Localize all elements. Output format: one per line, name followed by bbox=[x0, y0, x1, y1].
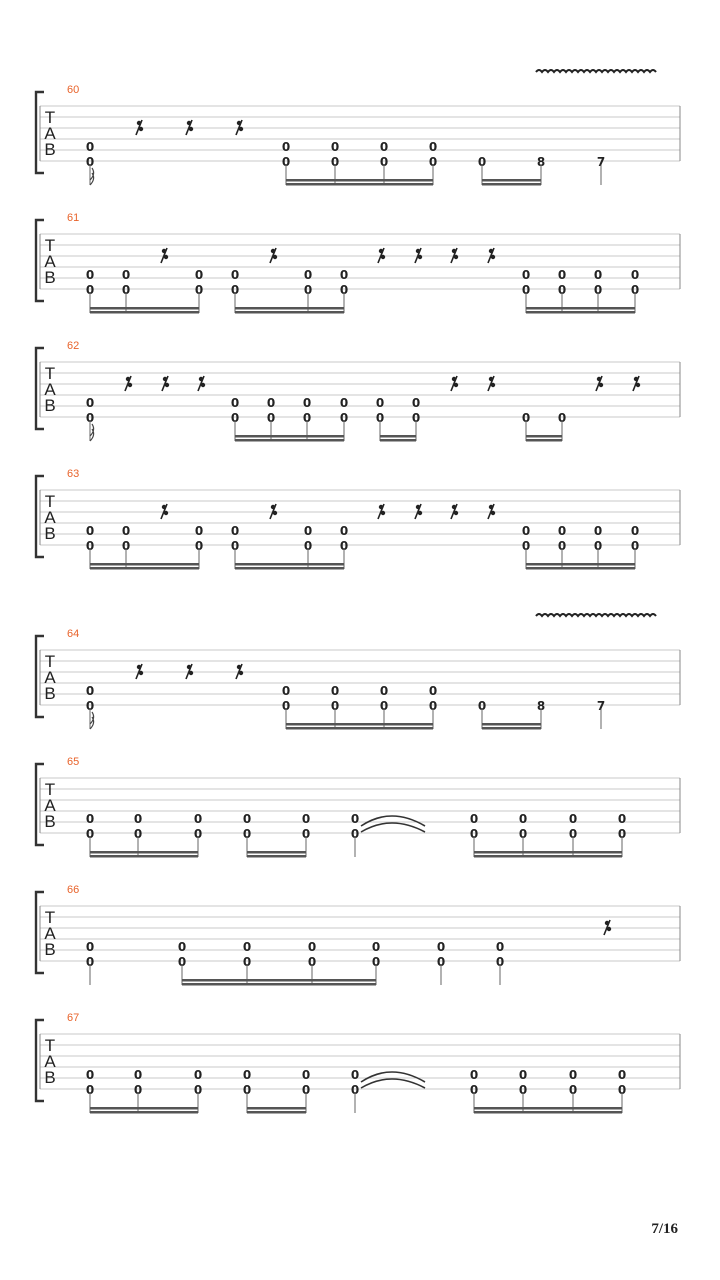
rest-dot bbox=[454, 511, 458, 515]
fret-number: 0 bbox=[242, 1068, 252, 1082]
vibrato-marking bbox=[536, 70, 656, 72]
note-beam bbox=[474, 1111, 622, 1114]
fret-number: 8 bbox=[536, 699, 546, 713]
note-beam bbox=[247, 851, 306, 854]
fret-number: 0 bbox=[242, 1083, 252, 1097]
rest-dot bbox=[271, 505, 275, 509]
fret-number: 0 bbox=[630, 283, 640, 297]
fret-number: 0 bbox=[518, 1083, 528, 1097]
fret-number: 0 bbox=[85, 539, 95, 553]
tie-arc bbox=[361, 823, 425, 832]
tab-system bbox=[36, 884, 680, 986]
note-beam bbox=[235, 435, 344, 438]
fret-number: 0 bbox=[230, 539, 240, 553]
tab-clef-letter: A bbox=[44, 1052, 56, 1071]
tab-clef-letter: B bbox=[44, 684, 56, 703]
fret-number: 0 bbox=[411, 396, 421, 410]
note-beam bbox=[482, 723, 541, 726]
fret-number: 0 bbox=[330, 140, 340, 154]
fret-number: 0 bbox=[568, 1068, 578, 1082]
rest-dot bbox=[599, 383, 603, 387]
fret-number: 0 bbox=[303, 283, 313, 297]
fret-number: 0 bbox=[469, 1083, 479, 1097]
rest-dot bbox=[416, 505, 420, 509]
fret-number: 0 bbox=[568, 812, 578, 826]
rest-dot bbox=[489, 505, 493, 509]
note-beam bbox=[526, 435, 562, 438]
fret-number: 0 bbox=[339, 539, 349, 553]
note-beam bbox=[474, 855, 622, 858]
fret-number: 0 bbox=[85, 827, 95, 841]
fret-number: 0 bbox=[85, 524, 95, 538]
tab-clef-letter: T bbox=[44, 236, 56, 255]
fret-number: 0 bbox=[568, 1083, 578, 1097]
rest-dot bbox=[199, 377, 203, 381]
measure-number: 62 bbox=[67, 340, 80, 352]
note-beam bbox=[90, 307, 199, 310]
fret-number: 0 bbox=[477, 155, 487, 169]
rest-dot bbox=[636, 383, 640, 387]
fret-number: 0 bbox=[350, 1083, 360, 1097]
rest-dot bbox=[379, 249, 383, 253]
fret-number: 0 bbox=[350, 1068, 360, 1082]
tab-system bbox=[36, 468, 680, 570]
tab-clef-letter: B bbox=[44, 1068, 56, 1087]
measure-number: 65 bbox=[67, 756, 80, 768]
fret-number: 0 bbox=[193, 1083, 203, 1097]
note-beam bbox=[482, 179, 541, 182]
tab-clef-letter: A bbox=[44, 796, 56, 815]
note-beam bbox=[90, 855, 198, 858]
fret-number: 0 bbox=[177, 955, 187, 969]
fret-number: 8 bbox=[536, 155, 546, 169]
rest-dot bbox=[491, 511, 495, 515]
note-beam bbox=[526, 567, 635, 570]
tab-clef-letter: B bbox=[44, 524, 56, 543]
fret-number: 0 bbox=[85, 1083, 95, 1097]
note-beam bbox=[90, 851, 198, 854]
fret-number: 0 bbox=[339, 396, 349, 410]
fret-number: 0 bbox=[303, 539, 313, 553]
fret-number: 0 bbox=[266, 396, 276, 410]
fret-number: 0 bbox=[469, 827, 479, 841]
tab-system bbox=[36, 1012, 680, 1114]
tab-clef-letter: B bbox=[44, 940, 56, 959]
rest-dot bbox=[605, 921, 609, 925]
rest-dot bbox=[237, 121, 241, 125]
fret-number: 0 bbox=[85, 140, 95, 154]
fret-number: 0 bbox=[371, 955, 381, 969]
tab-clef-letter: T bbox=[44, 652, 56, 671]
fret-number: 0 bbox=[630, 524, 640, 538]
tab-system bbox=[36, 614, 680, 730]
rest-dot bbox=[163, 377, 167, 381]
fret-number: 0 bbox=[630, 268, 640, 282]
fret-number: 0 bbox=[436, 940, 446, 954]
note-beam bbox=[526, 311, 635, 314]
note-beam bbox=[286, 723, 433, 726]
rest-dot bbox=[139, 127, 143, 131]
fret-number: 7 bbox=[596, 699, 606, 713]
tie-arc bbox=[361, 816, 425, 826]
rest-dot bbox=[491, 383, 495, 387]
rest-dot bbox=[162, 505, 166, 509]
fret-number: 0 bbox=[85, 940, 95, 954]
note-beam bbox=[286, 179, 433, 182]
rest-dot bbox=[162, 249, 166, 253]
note-beam bbox=[235, 307, 344, 310]
rest-dot bbox=[379, 505, 383, 509]
rest-dot bbox=[381, 255, 385, 259]
rest-dot bbox=[452, 505, 456, 509]
note-beam bbox=[235, 563, 344, 566]
fret-number: 0 bbox=[133, 1068, 143, 1082]
tab-clef-letter: T bbox=[44, 908, 56, 927]
tab-clef-letter: A bbox=[44, 924, 56, 943]
fret-number: 0 bbox=[194, 539, 204, 553]
fret-number: 0 bbox=[330, 155, 340, 169]
fret-number: 0 bbox=[330, 699, 340, 713]
measure-number: 67 bbox=[67, 1012, 80, 1024]
fret-number: 0 bbox=[411, 411, 421, 425]
fret-number: 0 bbox=[133, 1083, 143, 1097]
tab-clef-letter: B bbox=[44, 396, 56, 415]
tab-clef-letter: T bbox=[44, 492, 56, 511]
note-beam bbox=[482, 183, 541, 186]
fret-number: 0 bbox=[230, 524, 240, 538]
rest-dot bbox=[271, 249, 275, 253]
fret-number: 0 bbox=[350, 812, 360, 826]
tie-arc bbox=[361, 1072, 425, 1082]
tab-clef-letter: B bbox=[44, 268, 56, 287]
rest-dot bbox=[187, 121, 191, 125]
note-flag bbox=[90, 712, 94, 729]
rest-dot bbox=[139, 671, 143, 675]
fret-number: 0 bbox=[379, 140, 389, 154]
measure-number: 61 bbox=[67, 212, 80, 224]
fret-number: 0 bbox=[85, 955, 95, 969]
measure-number: 66 bbox=[67, 884, 80, 896]
fret-number: 0 bbox=[281, 684, 291, 698]
note-flag bbox=[90, 424, 94, 441]
rest-dot bbox=[239, 127, 243, 131]
tab-system bbox=[36, 756, 680, 858]
fret-number: 0 bbox=[302, 411, 312, 425]
note-beam bbox=[90, 563, 199, 566]
rest-dot bbox=[189, 671, 193, 675]
fret-number: 0 bbox=[518, 812, 528, 826]
fret-number: 0 bbox=[281, 155, 291, 169]
rest-dot bbox=[137, 121, 141, 125]
fret-number: 0 bbox=[521, 524, 531, 538]
rest-dot bbox=[164, 511, 168, 515]
measure-number: 64 bbox=[67, 628, 80, 640]
fret-number: 0 bbox=[242, 812, 252, 826]
measure-number: 63 bbox=[67, 468, 80, 480]
rest-dot bbox=[418, 511, 422, 515]
rest-dot bbox=[489, 377, 493, 381]
fret-number: 0 bbox=[302, 396, 312, 410]
tab-clef-letter: T bbox=[44, 108, 56, 127]
rest-dot bbox=[189, 127, 193, 131]
fret-number: 0 bbox=[194, 268, 204, 282]
fret-number: 0 bbox=[557, 411, 567, 425]
rest-dot bbox=[607, 927, 611, 931]
fret-number: 0 bbox=[121, 283, 131, 297]
fret-number: 0 bbox=[617, 1083, 627, 1097]
tab-clef-letter: A bbox=[44, 252, 56, 271]
note-beam bbox=[247, 1111, 306, 1114]
fret-number: 0 bbox=[330, 684, 340, 698]
fret-number: 0 bbox=[85, 1068, 95, 1082]
rest-dot bbox=[489, 249, 493, 253]
fret-number: 0 bbox=[301, 1068, 311, 1082]
rest-dot bbox=[418, 255, 422, 259]
fret-number: 0 bbox=[557, 283, 567, 297]
fret-number: 0 bbox=[230, 283, 240, 297]
fret-number: 0 bbox=[281, 699, 291, 713]
note-beam bbox=[482, 727, 541, 730]
rest-dot bbox=[416, 249, 420, 253]
fret-number: 0 bbox=[495, 955, 505, 969]
rest-dot bbox=[128, 383, 132, 387]
fret-number: 0 bbox=[630, 539, 640, 553]
fret-number: 0 bbox=[85, 283, 95, 297]
note-beam bbox=[182, 979, 376, 982]
fret-number: 0 bbox=[568, 827, 578, 841]
fret-number: 0 bbox=[469, 812, 479, 826]
note-flag bbox=[90, 168, 94, 185]
fret-number: 0 bbox=[121, 268, 131, 282]
note-beam bbox=[526, 563, 635, 566]
note-beam bbox=[474, 851, 622, 854]
rest-dot bbox=[187, 665, 191, 669]
note-beam bbox=[235, 439, 344, 442]
fret-number: 0 bbox=[518, 1068, 528, 1082]
rest-dot bbox=[454, 255, 458, 259]
fret-number: 0 bbox=[339, 524, 349, 538]
rest-dot bbox=[165, 383, 169, 387]
fret-number: 0 bbox=[121, 524, 131, 538]
tab-system bbox=[36, 340, 680, 442]
tab-clef-letter: T bbox=[44, 364, 56, 383]
fret-number: 0 bbox=[518, 827, 528, 841]
fret-number: 0 bbox=[521, 539, 531, 553]
tab-system bbox=[36, 212, 680, 314]
note-beam bbox=[90, 1111, 198, 1114]
tab-clef-letter: T bbox=[44, 1036, 56, 1055]
note-beam bbox=[286, 183, 433, 186]
note-beam bbox=[526, 439, 562, 442]
rest-dot bbox=[239, 671, 243, 675]
fret-number: 0 bbox=[379, 684, 389, 698]
fret-number: 0 bbox=[301, 812, 311, 826]
fret-number: 0 bbox=[301, 827, 311, 841]
page-number: 7/16 bbox=[651, 1221, 678, 1237]
fret-number: 0 bbox=[281, 140, 291, 154]
fret-number: 0 bbox=[593, 283, 603, 297]
measure-number: 60 bbox=[67, 84, 80, 96]
rest-dot bbox=[126, 377, 130, 381]
fret-number: 0 bbox=[436, 955, 446, 969]
rest-dot bbox=[381, 511, 385, 515]
rest-dot bbox=[237, 665, 241, 669]
fret-number: 0 bbox=[593, 524, 603, 538]
fret-number: 0 bbox=[193, 812, 203, 826]
rest-dot bbox=[452, 377, 456, 381]
fret-number: 0 bbox=[557, 268, 567, 282]
fret-number: 0 bbox=[477, 699, 487, 713]
fret-number: 0 bbox=[557, 539, 567, 553]
fret-number: 0 bbox=[521, 268, 531, 282]
fret-number: 0 bbox=[85, 396, 95, 410]
fret-number: 0 bbox=[339, 268, 349, 282]
fret-number: 0 bbox=[85, 699, 95, 713]
fret-number: 0 bbox=[521, 283, 531, 297]
fret-number: 0 bbox=[521, 411, 531, 425]
fret-number: 0 bbox=[428, 699, 438, 713]
tab-clef-letter: A bbox=[44, 380, 56, 399]
fret-number: 0 bbox=[121, 539, 131, 553]
fret-number: 0 bbox=[177, 940, 187, 954]
fret-number: 0 bbox=[230, 396, 240, 410]
vibrato-marking bbox=[536, 614, 656, 616]
fret-number: 0 bbox=[230, 411, 240, 425]
fret-number: 0 bbox=[375, 411, 385, 425]
tab-clef-letter: B bbox=[44, 140, 56, 159]
fret-number: 0 bbox=[85, 411, 95, 425]
fret-number: 0 bbox=[242, 940, 252, 954]
fret-number: 0 bbox=[194, 524, 204, 538]
note-beam bbox=[90, 311, 199, 314]
note-beam bbox=[474, 1107, 622, 1110]
fret-number: 0 bbox=[593, 539, 603, 553]
fret-number: 0 bbox=[301, 1083, 311, 1097]
fret-number: 0 bbox=[133, 827, 143, 841]
rest-dot bbox=[491, 255, 495, 259]
fret-number: 0 bbox=[230, 268, 240, 282]
tab-clef-letter: A bbox=[44, 508, 56, 527]
fret-number: 0 bbox=[495, 940, 505, 954]
rest-dot bbox=[597, 377, 601, 381]
fret-number: 0 bbox=[593, 268, 603, 282]
fret-number: 0 bbox=[617, 1068, 627, 1082]
fret-number: 0 bbox=[617, 827, 627, 841]
fret-number: 0 bbox=[133, 812, 143, 826]
rest-dot bbox=[454, 383, 458, 387]
tab-clef-letter: B bbox=[44, 812, 56, 831]
tab-clef-letter: A bbox=[44, 124, 56, 143]
note-beam bbox=[247, 855, 306, 858]
rest-dot bbox=[273, 511, 277, 515]
note-beam bbox=[526, 307, 635, 310]
fret-number: 7 bbox=[596, 155, 606, 169]
fret-number: 0 bbox=[194, 283, 204, 297]
note-beam bbox=[235, 311, 344, 314]
note-beam bbox=[247, 1107, 306, 1110]
fret-number: 0 bbox=[266, 411, 276, 425]
tab-clef-letter: A bbox=[44, 668, 56, 687]
fret-number: 0 bbox=[428, 155, 438, 169]
fret-number: 0 bbox=[371, 940, 381, 954]
fret-number: 0 bbox=[339, 411, 349, 425]
fret-number: 0 bbox=[85, 684, 95, 698]
fret-number: 0 bbox=[85, 268, 95, 282]
fret-number: 0 bbox=[242, 827, 252, 841]
fret-number: 0 bbox=[193, 827, 203, 841]
rest-dot bbox=[164, 255, 168, 259]
fret-number: 0 bbox=[85, 155, 95, 169]
fret-number: 0 bbox=[428, 140, 438, 154]
tie-arc bbox=[361, 1079, 425, 1088]
fret-number: 0 bbox=[617, 812, 627, 826]
rest-dot bbox=[273, 255, 277, 259]
fret-number: 0 bbox=[375, 396, 385, 410]
note-beam bbox=[286, 727, 433, 730]
note-beam bbox=[182, 983, 376, 986]
rest-dot bbox=[201, 383, 205, 387]
note-beam bbox=[380, 439, 416, 442]
fret-number: 0 bbox=[339, 283, 349, 297]
fret-number: 0 bbox=[303, 268, 313, 282]
fret-number: 0 bbox=[307, 940, 317, 954]
rest-dot bbox=[137, 665, 141, 669]
fret-number: 0 bbox=[428, 684, 438, 698]
fret-number: 0 bbox=[303, 524, 313, 538]
note-beam bbox=[235, 567, 344, 570]
fret-number: 0 bbox=[469, 1068, 479, 1082]
fret-number: 0 bbox=[193, 1068, 203, 1082]
fret-number: 0 bbox=[379, 699, 389, 713]
note-beam bbox=[90, 567, 199, 570]
tab-system bbox=[36, 70, 680, 186]
fret-number: 0 bbox=[557, 524, 567, 538]
rest-dot bbox=[634, 377, 638, 381]
tab-clef-letter: T bbox=[44, 780, 56, 799]
fret-number: 0 bbox=[350, 827, 360, 841]
fret-number: 0 bbox=[85, 812, 95, 826]
note-beam bbox=[90, 1107, 198, 1110]
fret-number: 0 bbox=[242, 955, 252, 969]
fret-number: 0 bbox=[379, 155, 389, 169]
rest-dot bbox=[452, 249, 456, 253]
fret-number: 0 bbox=[307, 955, 317, 969]
note-beam bbox=[380, 435, 416, 438]
